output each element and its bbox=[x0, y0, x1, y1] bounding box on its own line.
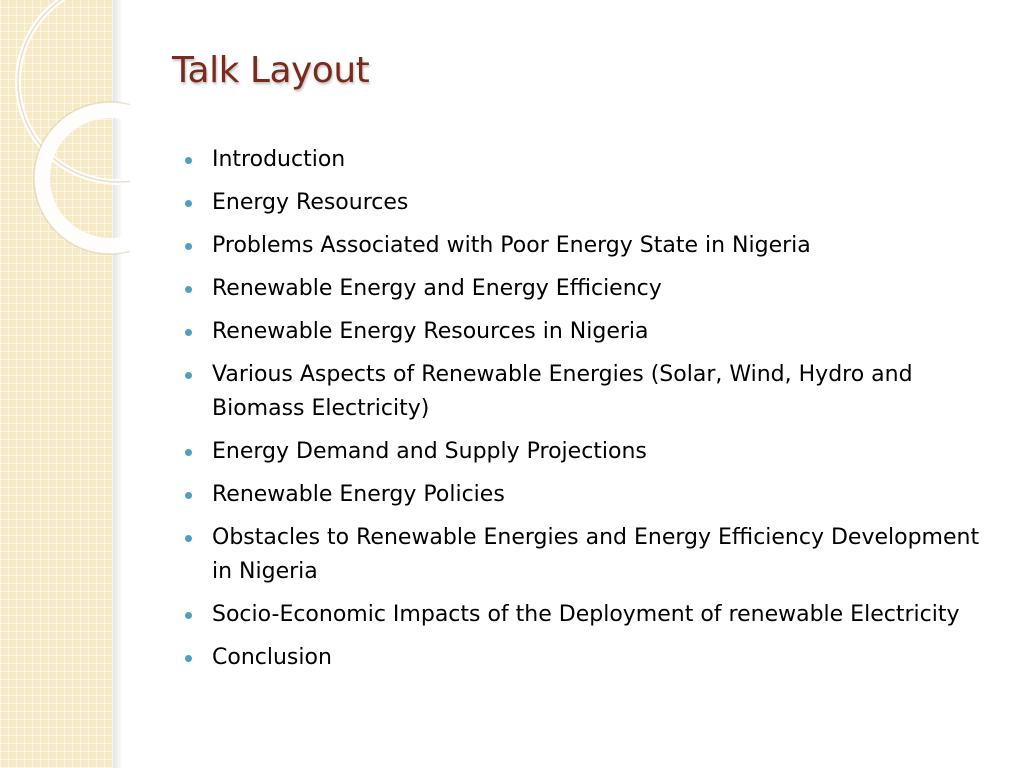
bullet-dot-icon bbox=[185, 329, 192, 336]
list-item-text: Renewable Energy and Energy Efficiency bbox=[212, 276, 662, 301]
list-item bbox=[212, 358, 982, 426]
list-item bbox=[212, 272, 982, 306]
bullet-dot-icon bbox=[185, 286, 192, 293]
list-item-text: Introduction bbox=[212, 147, 346, 172]
list-item bbox=[212, 229, 982, 263]
bullet-dot-icon bbox=[185, 492, 192, 499]
list-item-text: Conclusion bbox=[212, 645, 332, 670]
bullet-dot-icon bbox=[185, 449, 192, 456]
bullet-dot-icon bbox=[185, 535, 192, 542]
list-item-text: Problems Associated with Poor Energy State in Nigeria bbox=[212, 233, 811, 258]
list-item bbox=[212, 315, 982, 349]
list-item bbox=[212, 143, 982, 177]
bullet-list bbox=[212, 143, 982, 684]
list-item bbox=[212, 598, 982, 632]
list-item-text: Socio-Economic Impacts of the Deployment of renewable Electricity bbox=[212, 602, 960, 627]
bullet-dot-icon bbox=[185, 372, 192, 379]
bullet-dot-icon bbox=[185, 157, 192, 164]
bullet-dot-icon bbox=[185, 612, 192, 619]
bullet-dot-icon bbox=[185, 200, 192, 207]
list-item-text: Renewable Energy Policies bbox=[212, 482, 505, 507]
bullet-dot-icon bbox=[185, 655, 192, 662]
list-item bbox=[212, 478, 982, 512]
decorative-rings-graphic bbox=[0, 0, 130, 260]
list-item bbox=[212, 641, 982, 675]
list-item-text: Renewable Energy Resources in Nigeria bbox=[212, 319, 649, 344]
list-item bbox=[212, 186, 982, 220]
list-item bbox=[212, 521, 982, 589]
bullet-dot-icon bbox=[185, 243, 192, 250]
list-item-text: Various Aspects of Renewable Energies (Solar, Wind, Hydro and Biomass Electricity) bbox=[212, 362, 913, 421]
slide-title: Talk Layout bbox=[172, 50, 370, 91]
list-item-text: Energy Resources bbox=[212, 190, 409, 215]
list-item-text: Energy Demand and Supply Projections bbox=[212, 439, 647, 464]
list-item bbox=[212, 435, 982, 469]
list-item-text: Obstacles to Renewable Energies and Energy Efficiency Development in Nigeria bbox=[212, 525, 980, 584]
